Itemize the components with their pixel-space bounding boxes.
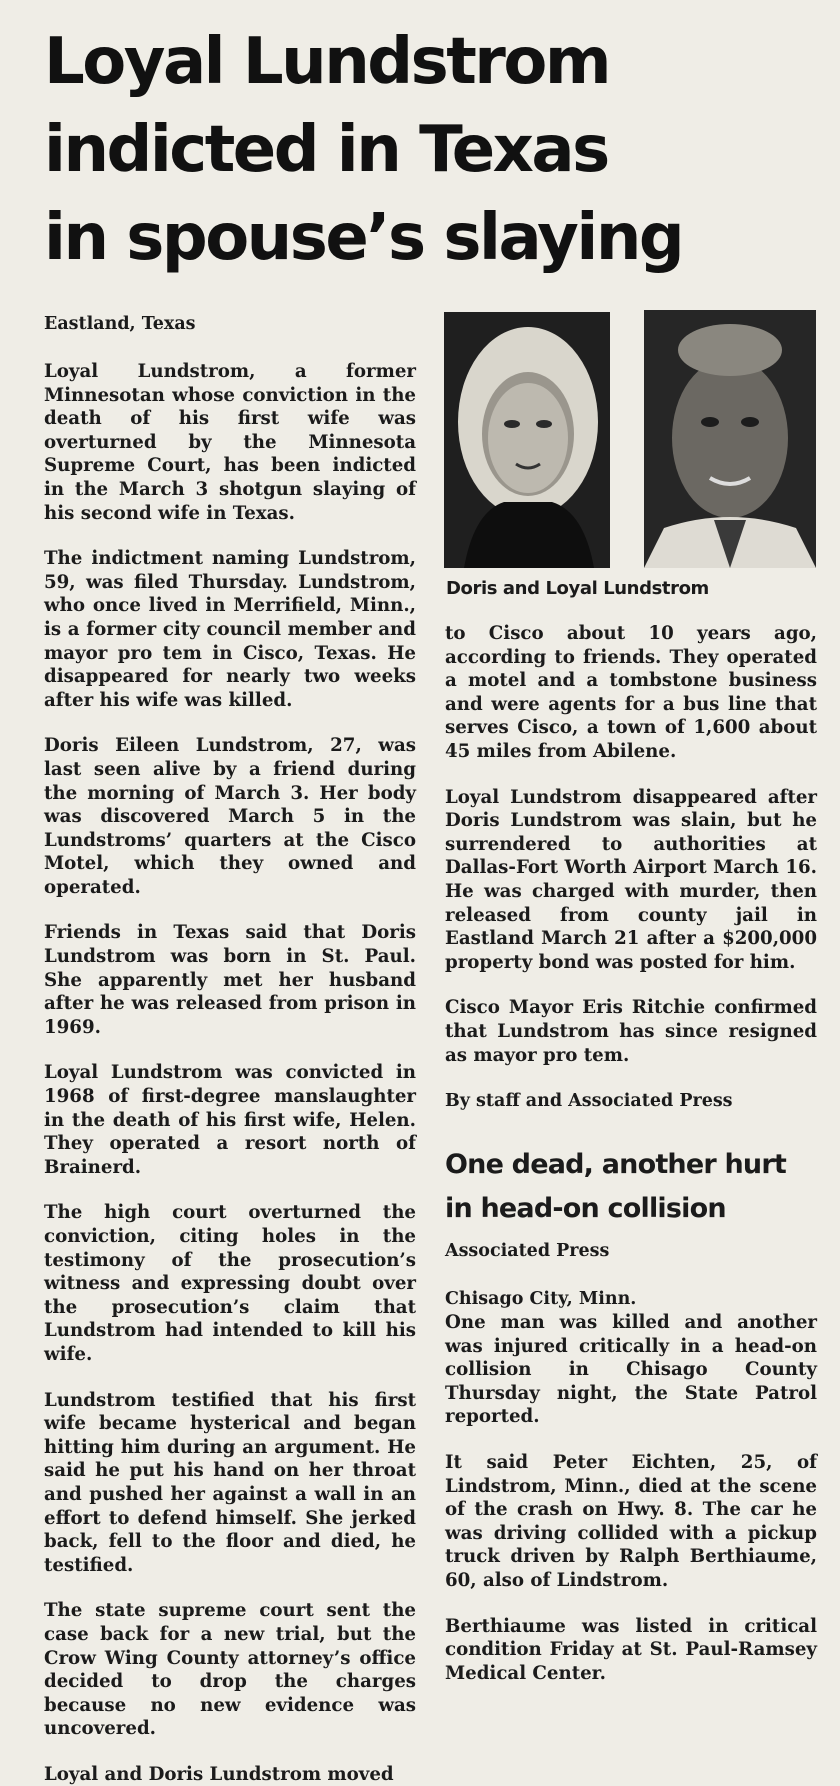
headline-line: indicted in Texas	[44, 113, 608, 187]
brief-headline	[445, 1143, 817, 1231]
article-paragraph: to Cisco about 10 years ago, according to friends. They operated a motel and a tombstone business and were agents for a bus line that serves Cisco, a town of 1,600 about 45 miles from Abilene.	[445, 623, 817, 762]
brief-paragraph: One man was killed and another was injured critically in a head-on collision in Chisago County Thursday night, the State Patrol reported.	[445, 1312, 817, 1428]
article-paragraph: Cisco Mayor Eris Ritchie confirmed that Lundstrom has since resigned as mayor pro tem.	[445, 997, 817, 1066]
article-paragraph: Loyal Lundstrom was convicted in 1968 of first-degree manslaughter in the death of his first wife, Helen. They operated a resort north of Brainerd.	[44, 1062, 416, 1178]
photo-pair	[444, 312, 818, 568]
article-paragraph: Friends in Texas said that Doris Lundstrom was born in St. Paul. She apparently met her husband after he was released from prison in 1969.	[44, 922, 416, 1038]
photo-loyal-lundstrom	[644, 310, 816, 568]
article-paragraph: The state supreme court sent the case back for a new trial, but the Crow Wing County attorney’s office decided to drop the charges because no new evidence was uncovered.	[44, 1600, 416, 1740]
brief-byline: Associated Press	[445, 1241, 610, 1262]
brief-headline-line: in head-on collision	[445, 1193, 726, 1225]
article-byline: By staff and Associated Press	[445, 1091, 733, 1112]
brief-paragraph: It said Peter Eichten, 25, of Lindstrom, Minn., died at the scene of the crash on Hwy. 8. The car he was driving collided with a pickup truck driven by Ralph Berthiaume, 60, also of Lindstrom.	[445, 1452, 817, 1592]
article-paragraph: Lundstrom testified that his first wife became hysterical and began hitting him during an argument. He said he put his hand on her throat and pushed her against a wall in an effort to defend himself. She jerked back, fell to the floor and died, he testified.	[44, 1389, 416, 1576]
brief-headline-line: One dead, another hurt	[445, 1149, 786, 1181]
photo-doris-lundstrom	[444, 312, 610, 568]
article-paragraph: The indictment naming Lundstrom, 59, was filed Thursday. Lundstrom, who once lived in Merrifield, Minn., is a former city council member and mayor pro tem in Cisco, Texas. He disappeared for nearly two weeks after his wife was killed.	[44, 548, 416, 711]
article-paragraph: Loyal Lundstrom, a former Minnesotan whose conviction in the death of his first wife was overturned by the Minnesota Supreme Court, has been indicted in the March 3 shotgun slaying of his second wife in Texas.	[44, 361, 416, 524]
right-column	[445, 622, 817, 1685]
article-paragraph: Loyal and Doris Lundstrom moved	[44, 1763, 394, 1785]
headline-line: in spouse’s slaying	[44, 201, 683, 275]
left-column	[44, 312, 416, 1786]
article-paragraph: The high court overturned the conviction, citing holes in the testimony of the prosecution’s witness and expressing doubt over the prosecution’s claim that Lundstrom had intended to kill his wife.	[44, 1202, 416, 1365]
brief-dateline: Chisago City, Minn.	[445, 1289, 637, 1310]
brief-paragraph: Berthiaume was listed in critical condition Friday at St. Paul-Ramsey Medical Center.	[445, 1615, 817, 1684]
photo-caption: Doris and Loyal Lundstrom	[446, 578, 709, 599]
article-paragraph: Doris Eileen Lundstrom, 27, was last seen alive by a friend during the morning of March 3. Her body was discovered March 5 in the Lundstroms’ quarters at the Cisco Motel, which they owned and operated.	[44, 735, 416, 898]
headline-line: Loyal Lundstrom	[44, 25, 609, 99]
article-paragraph: Loyal Lundstrom disappeared after Doris Lundstrom was slain, but he surrendered to authorities at Dallas-Fort Worth Airport March 16. He was charged with murder, then released from county jail in Eastland March 21 after a $200,000 property bond was posted for him.	[445, 786, 817, 973]
main-headline	[44, 18, 804, 282]
article-dateline: Eastland, Texas	[44, 314, 196, 334]
